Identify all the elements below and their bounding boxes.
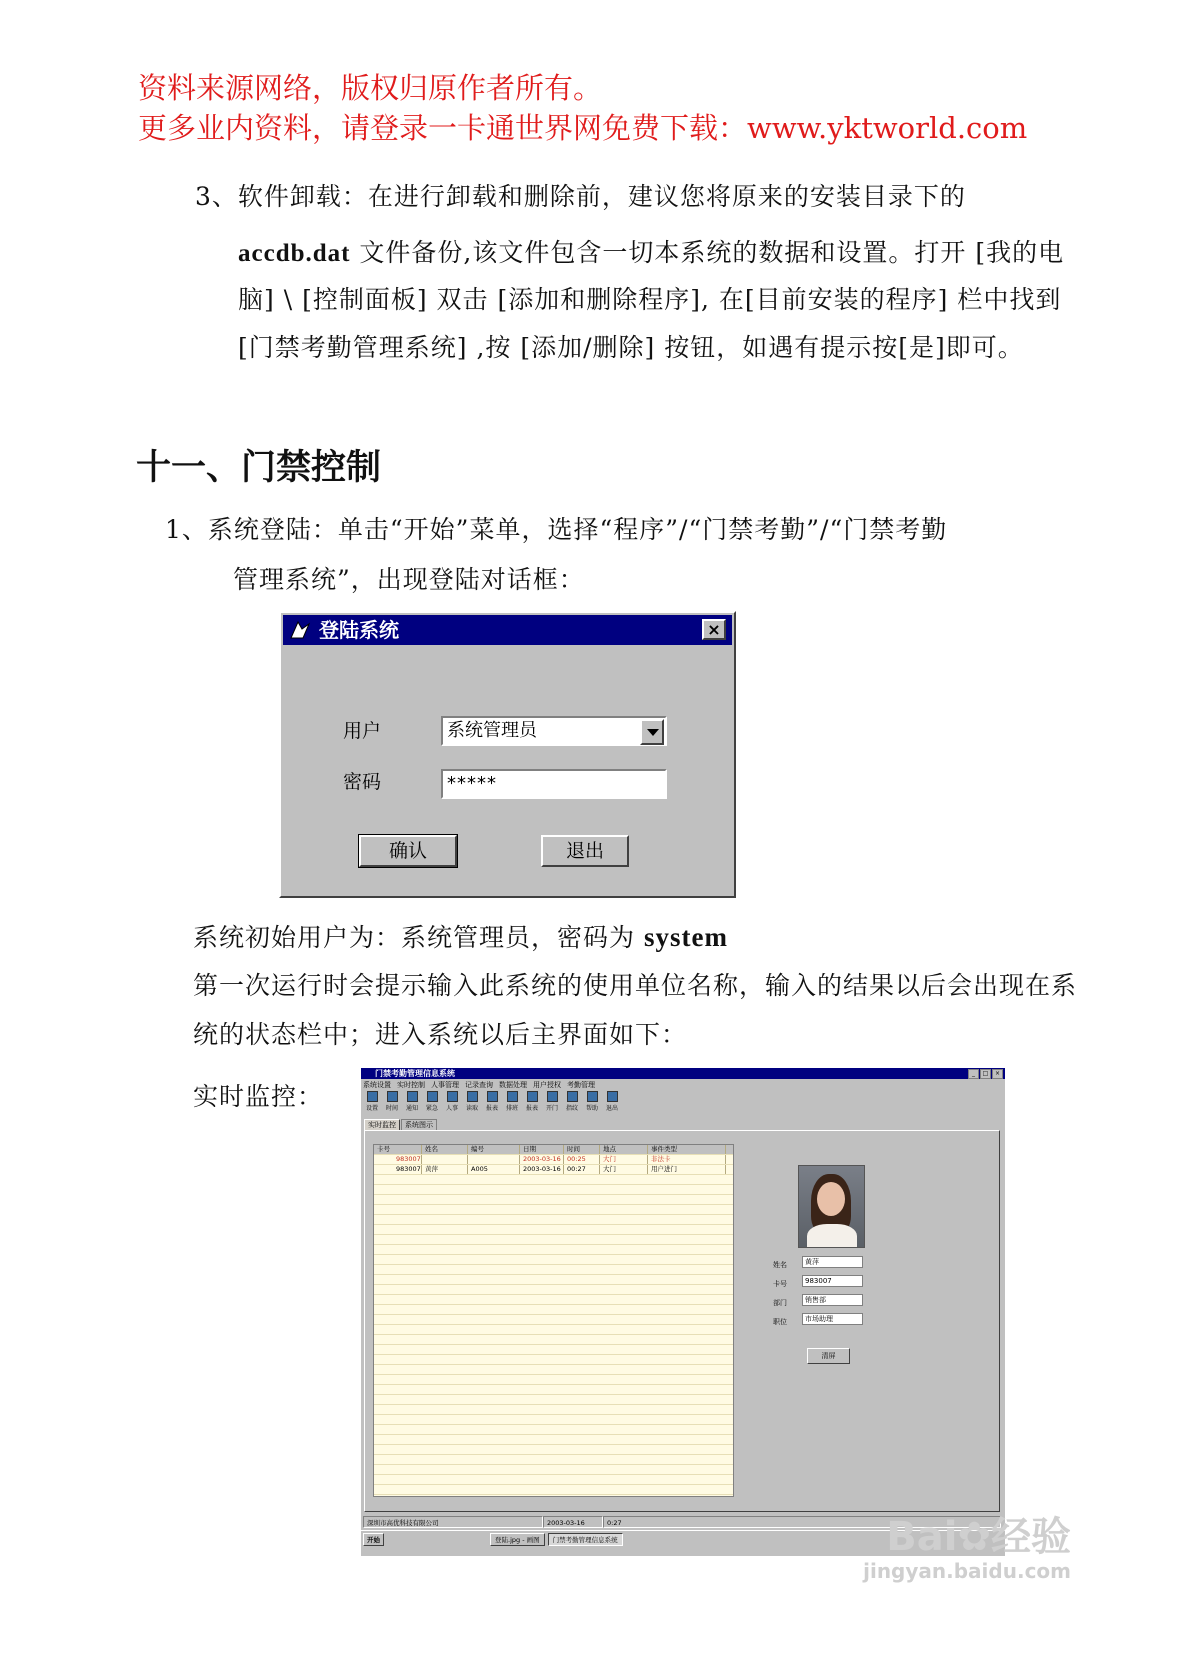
name-field: 黄萍 <box>802 1256 863 1268</box>
table-row[interactable] <box>374 1155 733 1164</box>
tool-label: 设置 <box>365 1105 378 1112</box>
toolbar-button-10[interactable] <box>563 1091 581 1113</box>
main-window-title: 门禁考勤管理信息系统 <box>361 1068 1005 1079</box>
menu-item-5[interactable]: 用户授权 <box>533 1081 561 1089</box>
close-icon[interactable]: × <box>702 619 726 640</box>
person-photo <box>798 1165 865 1248</box>
menu-item-2[interactable]: 人事管理 <box>431 1081 459 1089</box>
login-step-line-1: 1、系统登陆：单击“开始”菜单，选择“程序”/“门禁考勤”/“门禁考勤 <box>165 515 948 544</box>
table-cell: 非法卡 <box>648 1155 726 1164</box>
menu-item-3[interactable]: 记录查询 <box>465 1081 493 1089</box>
initial-user-note: 系统初始用户为：系统管理员，密码为 system <box>193 922 728 952</box>
table-cell <box>468 1155 520 1164</box>
first-run-line-2: 统的状态栏中；进入系统以后主界面如下： <box>193 1020 688 1049</box>
login-step-line-2: 管理系统”，出现登陆对话框： <box>233 565 585 594</box>
toolbar-button-7[interactable] <box>503 1091 521 1113</box>
tool-icon <box>427 1091 438 1102</box>
start-button[interactable]: 开始 <box>363 1533 384 1546</box>
tool-icon <box>567 1091 578 1102</box>
tool-label: 排班 <box>505 1105 518 1112</box>
user-select[interactable] <box>441 716 667 746</box>
toolbar-button-2[interactable] <box>403 1091 421 1113</box>
exit-button[interactable]: 退出 <box>541 835 629 867</box>
table-cell: A005 <box>468 1165 520 1174</box>
chapter-title: 十一、门禁控制 <box>136 448 382 488</box>
table-cell: 2003-03-16 <box>520 1155 564 1164</box>
minimize-icon[interactable]: _ <box>968 1069 979 1079</box>
dept-label: 部门 <box>773 1299 787 1307</box>
menu-item-4[interactable]: 数据处理 <box>499 1081 527 1089</box>
table-cell: 大门 <box>600 1155 648 1164</box>
table-cell: 2003-03-16 <box>520 1165 564 1174</box>
uninstall-line-3: 脑] \ [控制面板] 双击 [添加和删除程序], 在[目前安装的程序] 栏中找到 <box>238 285 1062 314</box>
card-label: 卡号 <box>773 1280 787 1288</box>
login-dialog <box>279 611 736 898</box>
menu-item-0[interactable]: 系统设置 <box>363 1081 391 1089</box>
table-cell: 00:25 <box>564 1155 600 1164</box>
tool-label: 帮助 <box>585 1105 598 1112</box>
tool-icon <box>467 1091 478 1102</box>
confirm-button[interactable]: 确认 <box>359 835 457 867</box>
dialog-titlebar <box>283 615 732 645</box>
menubar <box>363 1080 595 1090</box>
tool-icon <box>587 1091 598 1102</box>
position-label: 职位 <box>773 1318 787 1326</box>
position-field: 市场助理 <box>802 1313 863 1325</box>
tool-label: 紧急 <box>425 1105 438 1112</box>
uninstall-line-4: [门禁考勤管理系统] ,按 [添加/删除] 按钮，如遇有提示按[是]即可。 <box>238 333 1024 362</box>
dept-field: 销售部 <box>802 1294 863 1306</box>
grid-header <box>374 1145 733 1154</box>
column-header[interactable]: 姓名 <box>422 1145 468 1154</box>
tool-label: 报表 <box>525 1105 538 1112</box>
column-header[interactable]: 事件类型 <box>648 1145 726 1154</box>
table-cell: 用户进门 <box>648 1165 726 1174</box>
toolbar-button-3[interactable] <box>423 1091 441 1113</box>
event-grid <box>373 1144 734 1497</box>
menu-item-1[interactable]: 实时控制 <box>397 1081 425 1089</box>
tool-icon <box>527 1091 538 1102</box>
password-input[interactable]: ***** <box>441 769 667 799</box>
toolbar-button-5[interactable] <box>463 1091 481 1113</box>
first-run-line-1: 第一次运行时会提示输入此系统的使用单位名称，输入的结果以后会出现在系 <box>193 971 1078 1000</box>
column-header[interactable]: 卡号 <box>374 1145 422 1154</box>
table-row[interactable] <box>374 1165 733 1174</box>
tab-1[interactable]: 系统图示 <box>401 1119 437 1131</box>
tool-label: 开门 <box>545 1105 558 1112</box>
user-select-value: 系统管理员 <box>447 720 537 741</box>
tool-icon <box>547 1091 558 1102</box>
watermark-brand: Bai <box>886 1514 958 1560</box>
toolbar-button-8[interactable] <box>523 1091 541 1113</box>
toolbar-button-6[interactable] <box>483 1091 501 1113</box>
uninstall-line-1: 3、软件卸载：在进行卸载和删除前，建议您将原来的安装目录下的 <box>195 182 966 211</box>
tool-label: 通知 <box>405 1105 418 1112</box>
tool-icon <box>507 1091 518 1102</box>
column-header[interactable]: 编号 <box>468 1145 520 1154</box>
password-label: 密码 <box>343 771 382 793</box>
tool-label: 读取 <box>465 1105 478 1112</box>
download-notice: 更多业内资料，请登录一卡通世界网免费下载：www.yktworld.com <box>138 111 1028 145</box>
tool-icon <box>447 1091 458 1102</box>
toolbar-button-11[interactable] <box>583 1091 601 1113</box>
tab-0[interactable]: 实时监控 <box>364 1119 400 1131</box>
user-label: 用户 <box>343 720 382 742</box>
close-icon[interactable]: × <box>992 1069 1003 1079</box>
watermark-url: jingyan.baidu.com <box>863 1559 1071 1583</box>
tool-icon <box>407 1091 418 1102</box>
column-header[interactable]: 日期 <box>520 1145 564 1154</box>
toolbar-button-1[interactable] <box>383 1091 401 1113</box>
tool-label: 人事 <box>445 1105 458 1112</box>
tool-icon <box>387 1091 398 1102</box>
taskbar-task-app[interactable]: 门禁考勤管理信息系统 <box>548 1533 623 1546</box>
realtime-monitor-label: 实时监控： <box>193 1082 324 1111</box>
toolbar-button-12[interactable] <box>603 1091 621 1113</box>
main-window-screenshot <box>361 1068 1005 1556</box>
column-header[interactable]: 地点 <box>600 1145 648 1154</box>
table-cell: 00:27 <box>564 1165 600 1174</box>
table-cell: 983007 <box>374 1165 422 1174</box>
toolbar-button-4[interactable] <box>443 1091 461 1113</box>
dialog-title: 登陆系统 <box>319 618 399 642</box>
status-company: 深圳市高优科技有限公司 <box>363 1516 543 1528</box>
paw-icon: ✿ <box>957 1514 991 1560</box>
clear-screen-button[interactable]: 清屏 <box>807 1348 850 1364</box>
watermark-brand-2: 经验 <box>991 1514 1071 1560</box>
tool-label: 报表 <box>485 1105 498 1112</box>
uninstall-line-2: accdb.dat 文件备份,该文件包含一切本系统的数据和设置。打开 [我的电 <box>238 238 1065 267</box>
tool-icon <box>607 1091 618 1102</box>
name-label: 姓名 <box>773 1261 787 1269</box>
maximize-icon[interactable]: □ <box>980 1069 991 1079</box>
toolbar-button-9[interactable] <box>543 1091 561 1113</box>
menu-item-6[interactable]: 考勤管理 <box>567 1081 595 1089</box>
tool-label: 退出 <box>605 1105 618 1112</box>
tool-label: 指纹 <box>565 1105 578 1112</box>
tool-label: 时间 <box>385 1105 398 1112</box>
tool-icon <box>487 1091 498 1102</box>
app-logo-icon <box>289 620 311 640</box>
accdb-file-name: accdb.dat <box>238 240 351 267</box>
column-header[interactable]: 时间 <box>564 1145 600 1154</box>
initial-password: system <box>643 922 728 952</box>
chevron-down-icon[interactable] <box>640 719 664 745</box>
taskbar-task-paint[interactable]: 登陆.jpg - 画图 <box>490 1533 545 1546</box>
card-field: 983007 <box>802 1275 863 1287</box>
window-controls <box>968 1069 1003 1079</box>
table-cell: 983007 <box>374 1155 422 1164</box>
source-notice: 资料来源网络，版权归原作者所有。 <box>138 71 603 105</box>
table-cell: 黄萍 <box>422 1165 468 1174</box>
status-date: 2003-03-16 <box>543 1516 603 1528</box>
toolbar-button-0[interactable] <box>363 1091 381 1113</box>
toolbar <box>363 1091 621 1113</box>
tool-icon <box>367 1091 378 1102</box>
table-cell: 大门 <box>600 1165 648 1174</box>
status-time: 0:27 <box>603 1516 1001 1528</box>
table-cell <box>422 1155 468 1164</box>
baidu-watermark <box>863 1515 1071 1583</box>
